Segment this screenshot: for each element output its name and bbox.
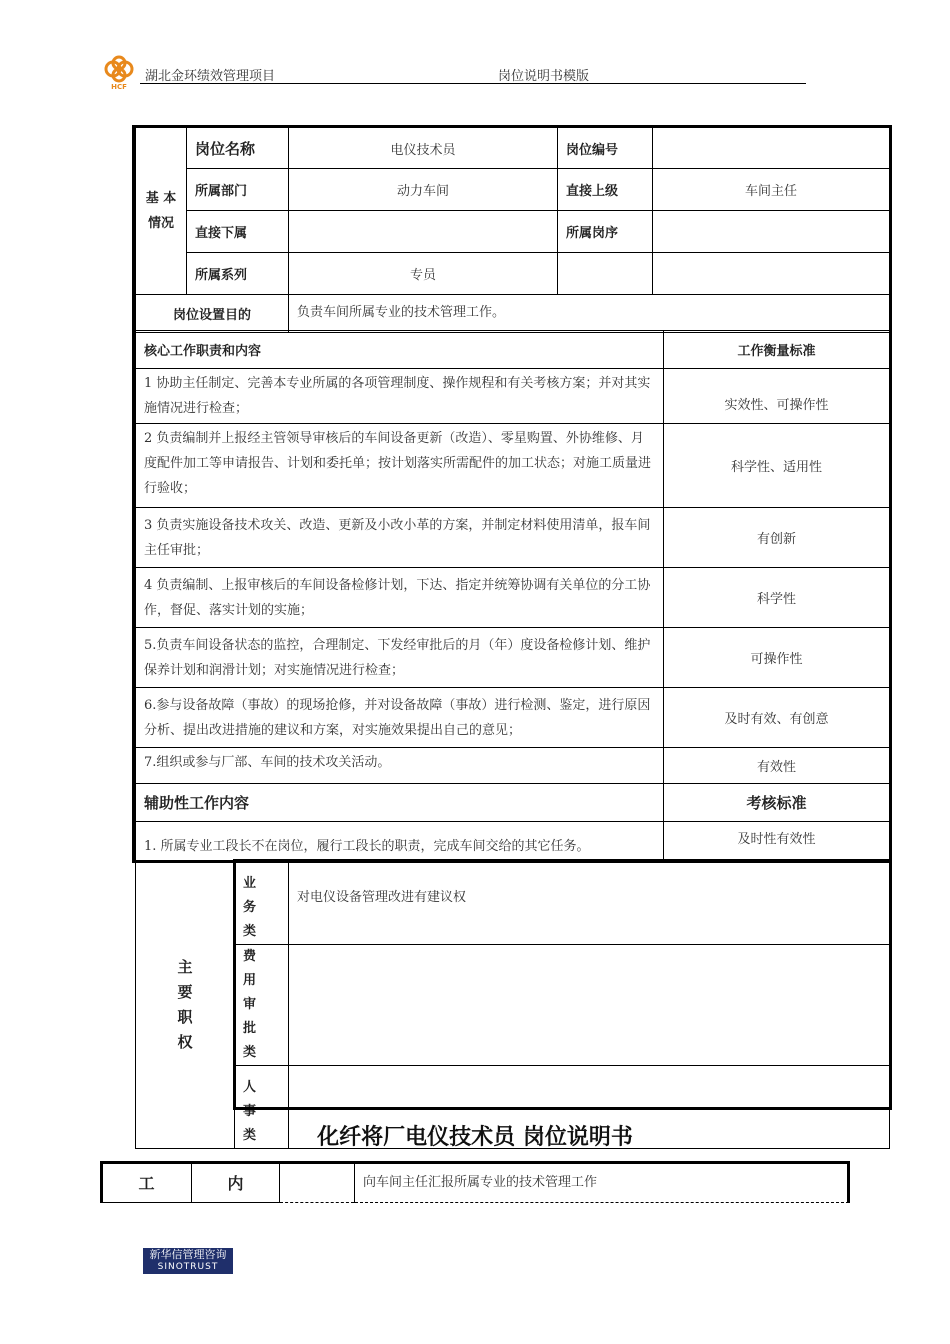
post-code-label: 岗位编号	[558, 128, 653, 169]
series-label: 所属系列	[187, 253, 289, 295]
next-cell-empty	[280, 1163, 355, 1203]
company-logo-icon	[101, 55, 137, 91]
next-cell-work: 工	[102, 1163, 192, 1203]
core-duty-standard: 及时有效、有创意	[664, 688, 890, 748]
empty-cell	[653, 253, 890, 295]
footer-logo-line2: SINOTRUST	[157, 1262, 219, 1272]
document-title: 化纤将厂电仪技术员 岗位说明书	[317, 1125, 633, 1150]
core-duty-standard: 有效性	[664, 748, 890, 784]
aux-duty-item: 1. 所属专业工段长不在岗位，履行工段长的职责，完成车间交给的其它任务。	[136, 822, 664, 862]
authority-row-label: 人事 类	[235, 1066, 289, 1149]
post-name-value: 电仪技术员	[289, 128, 558, 169]
core-duty-item: 2 负责编制并上报经主管领导审核后的车间设备更新（改造）、零星购置、外协维修、月度配件加工等申请报告、计划和委托单；按计划落实所需配件的加工状态；对施工质量进行验收；	[136, 424, 664, 508]
subordinate-value	[289, 211, 558, 253]
core-duty-standard: 实效性、可操作性	[664, 369, 890, 424]
authority-row-value	[289, 945, 890, 1066]
header-rule	[140, 83, 806, 84]
post-name-label: 岗位名称	[187, 128, 289, 169]
sequence-value	[653, 211, 890, 253]
core-duty-standard: 科学性、适用性	[664, 424, 890, 508]
subordinate-label: 直接下属	[187, 211, 289, 253]
purpose-value: 负责车间所属专业的技术管理工作。	[289, 295, 890, 333]
dept-value: 动力车间	[289, 169, 558, 211]
footer-logo-line1: 新华信管理咨询	[149, 1248, 227, 1261]
sequence-label: 所属岗序	[558, 211, 653, 253]
aux-header: 辅助性工作内容	[136, 784, 664, 822]
next-cell-report: 向车间主任汇报所属专业的技术管理工作	[355, 1163, 850, 1203]
empty-cell	[558, 253, 653, 295]
aux-duty-standard: 及时性有效性	[664, 822, 890, 862]
core-header: 核心工作职责和内容	[136, 331, 664, 369]
aux-standard-header: 考核标准	[664, 784, 890, 822]
core-duty-item: 5.负责车间设备状态的监控，合理制定、下发经审批后的月（年）度设备检修计划、维护保养计划和润滑计划；对实施情况进行检查；	[136, 628, 664, 688]
post-code-value	[653, 128, 890, 169]
core-duty-item: 4 负责编制、上报审核后的车间设备检修计划，下达、指定并统筹协调有关单位的分工协作，督促、落实计划的实施；	[136, 568, 664, 628]
next-cell-content: 内	[192, 1163, 280, 1203]
core-duty-item: 6.参与设备故障（事故）的现场抢修，并对设备故障（事故）进行检测、鉴定，进行原因分析、提出改进措施的建议和方案，对实施效果提出自己的意见；	[136, 688, 664, 748]
footer-logo	[143, 1248, 233, 1274]
basic-info-table	[135, 127, 890, 333]
header-company: 湖北金环绩效管理项目	[145, 69, 276, 84]
core-standard-header: 工作衡量标准	[664, 331, 890, 369]
superior-label: 直接上级	[558, 169, 653, 211]
authority-table	[135, 861, 890, 1149]
header-doc-type: 岗位说明书模版	[498, 69, 590, 84]
authority-label: 主 要 职 权	[136, 862, 235, 1149]
authority-row-label: 业务 类	[235, 862, 289, 945]
series-value: 专员	[289, 253, 558, 295]
core-duty-standard: 科学性	[664, 568, 890, 628]
core-duty-standard: 有创新	[664, 508, 890, 568]
superior-value: 车间主任	[653, 169, 890, 211]
authority-row-value: 对电仪设备管理改进有建议权	[289, 862, 890, 945]
dept-label: 所属部门	[187, 169, 289, 211]
logo-text: HCF	[111, 83, 127, 91]
purpose-label: 岗位设置目的	[136, 295, 289, 333]
core-duty-standard: 可操作性	[664, 628, 890, 688]
core-duty-item: 3 负责实施设备技术攻关、改造、更新及小改小革的方案，并制定材料使用清单，报车间主任审批；	[136, 508, 664, 568]
basic-section-label: 基 本 情况	[136, 128, 187, 295]
authority-row-label: 费用 审批 类	[235, 945, 289, 1066]
core-duty-item: 7.组织或参与厂部、车间的技术攻关活动。	[136, 748, 664, 784]
core-duty-item: 1 协助主任制定、完善本专业所属的各项管理制度、操作规程和有关考核方案；并对其实施情况进行检查；	[136, 369, 664, 424]
next-page-table	[101, 1162, 850, 1203]
core-duties-table	[135, 330, 890, 862]
